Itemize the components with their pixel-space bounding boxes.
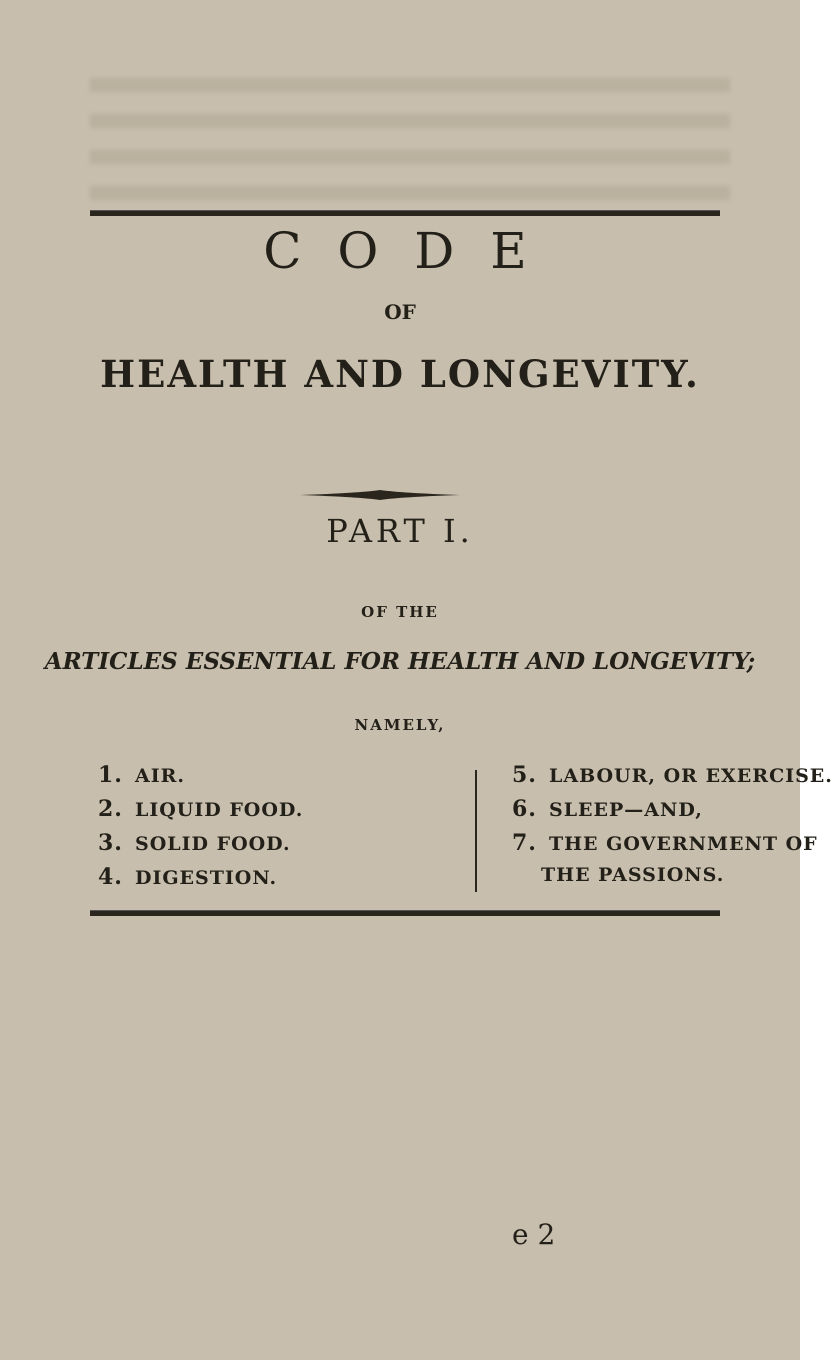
- namely-label: NAMELY,: [354, 716, 446, 734]
- list-item: 6. SLEEP—AND,: [512, 796, 703, 822]
- title: C O D E: [263, 222, 537, 280]
- list-item: THE PASSIONS.: [541, 864, 725, 886]
- articles-heading: ARTICLES ESSENTIAL FOR HEALTH AND LONGEVITY;: [44, 648, 756, 675]
- bottom-rule: [90, 910, 720, 916]
- of-the-label: OF THE: [361, 603, 439, 621]
- list-item: 3. SOLID FOOD.: [98, 830, 291, 856]
- of-label: OF: [384, 300, 416, 324]
- subtitle: HEALTH AND LONGEVITY.: [100, 352, 700, 396]
- part-heading: PART I.: [326, 512, 474, 550]
- list-item: 2. LIQUID FOOD.: [98, 796, 304, 822]
- column-divider: [475, 770, 477, 892]
- top-rule: [90, 210, 720, 216]
- list-item: 1. AIR.: [98, 762, 186, 788]
- bleed-through-text: [90, 60, 730, 200]
- list-item: 7. THE GOVERNMENT OF: [512, 830, 818, 856]
- ornament-divider: [300, 490, 460, 500]
- list-item: 4. DIGESTION.: [98, 864, 278, 890]
- signature-mark: e 2: [512, 1218, 556, 1251]
- list-item: 5. LABOUR, OR EXERCISE.: [512, 762, 833, 788]
